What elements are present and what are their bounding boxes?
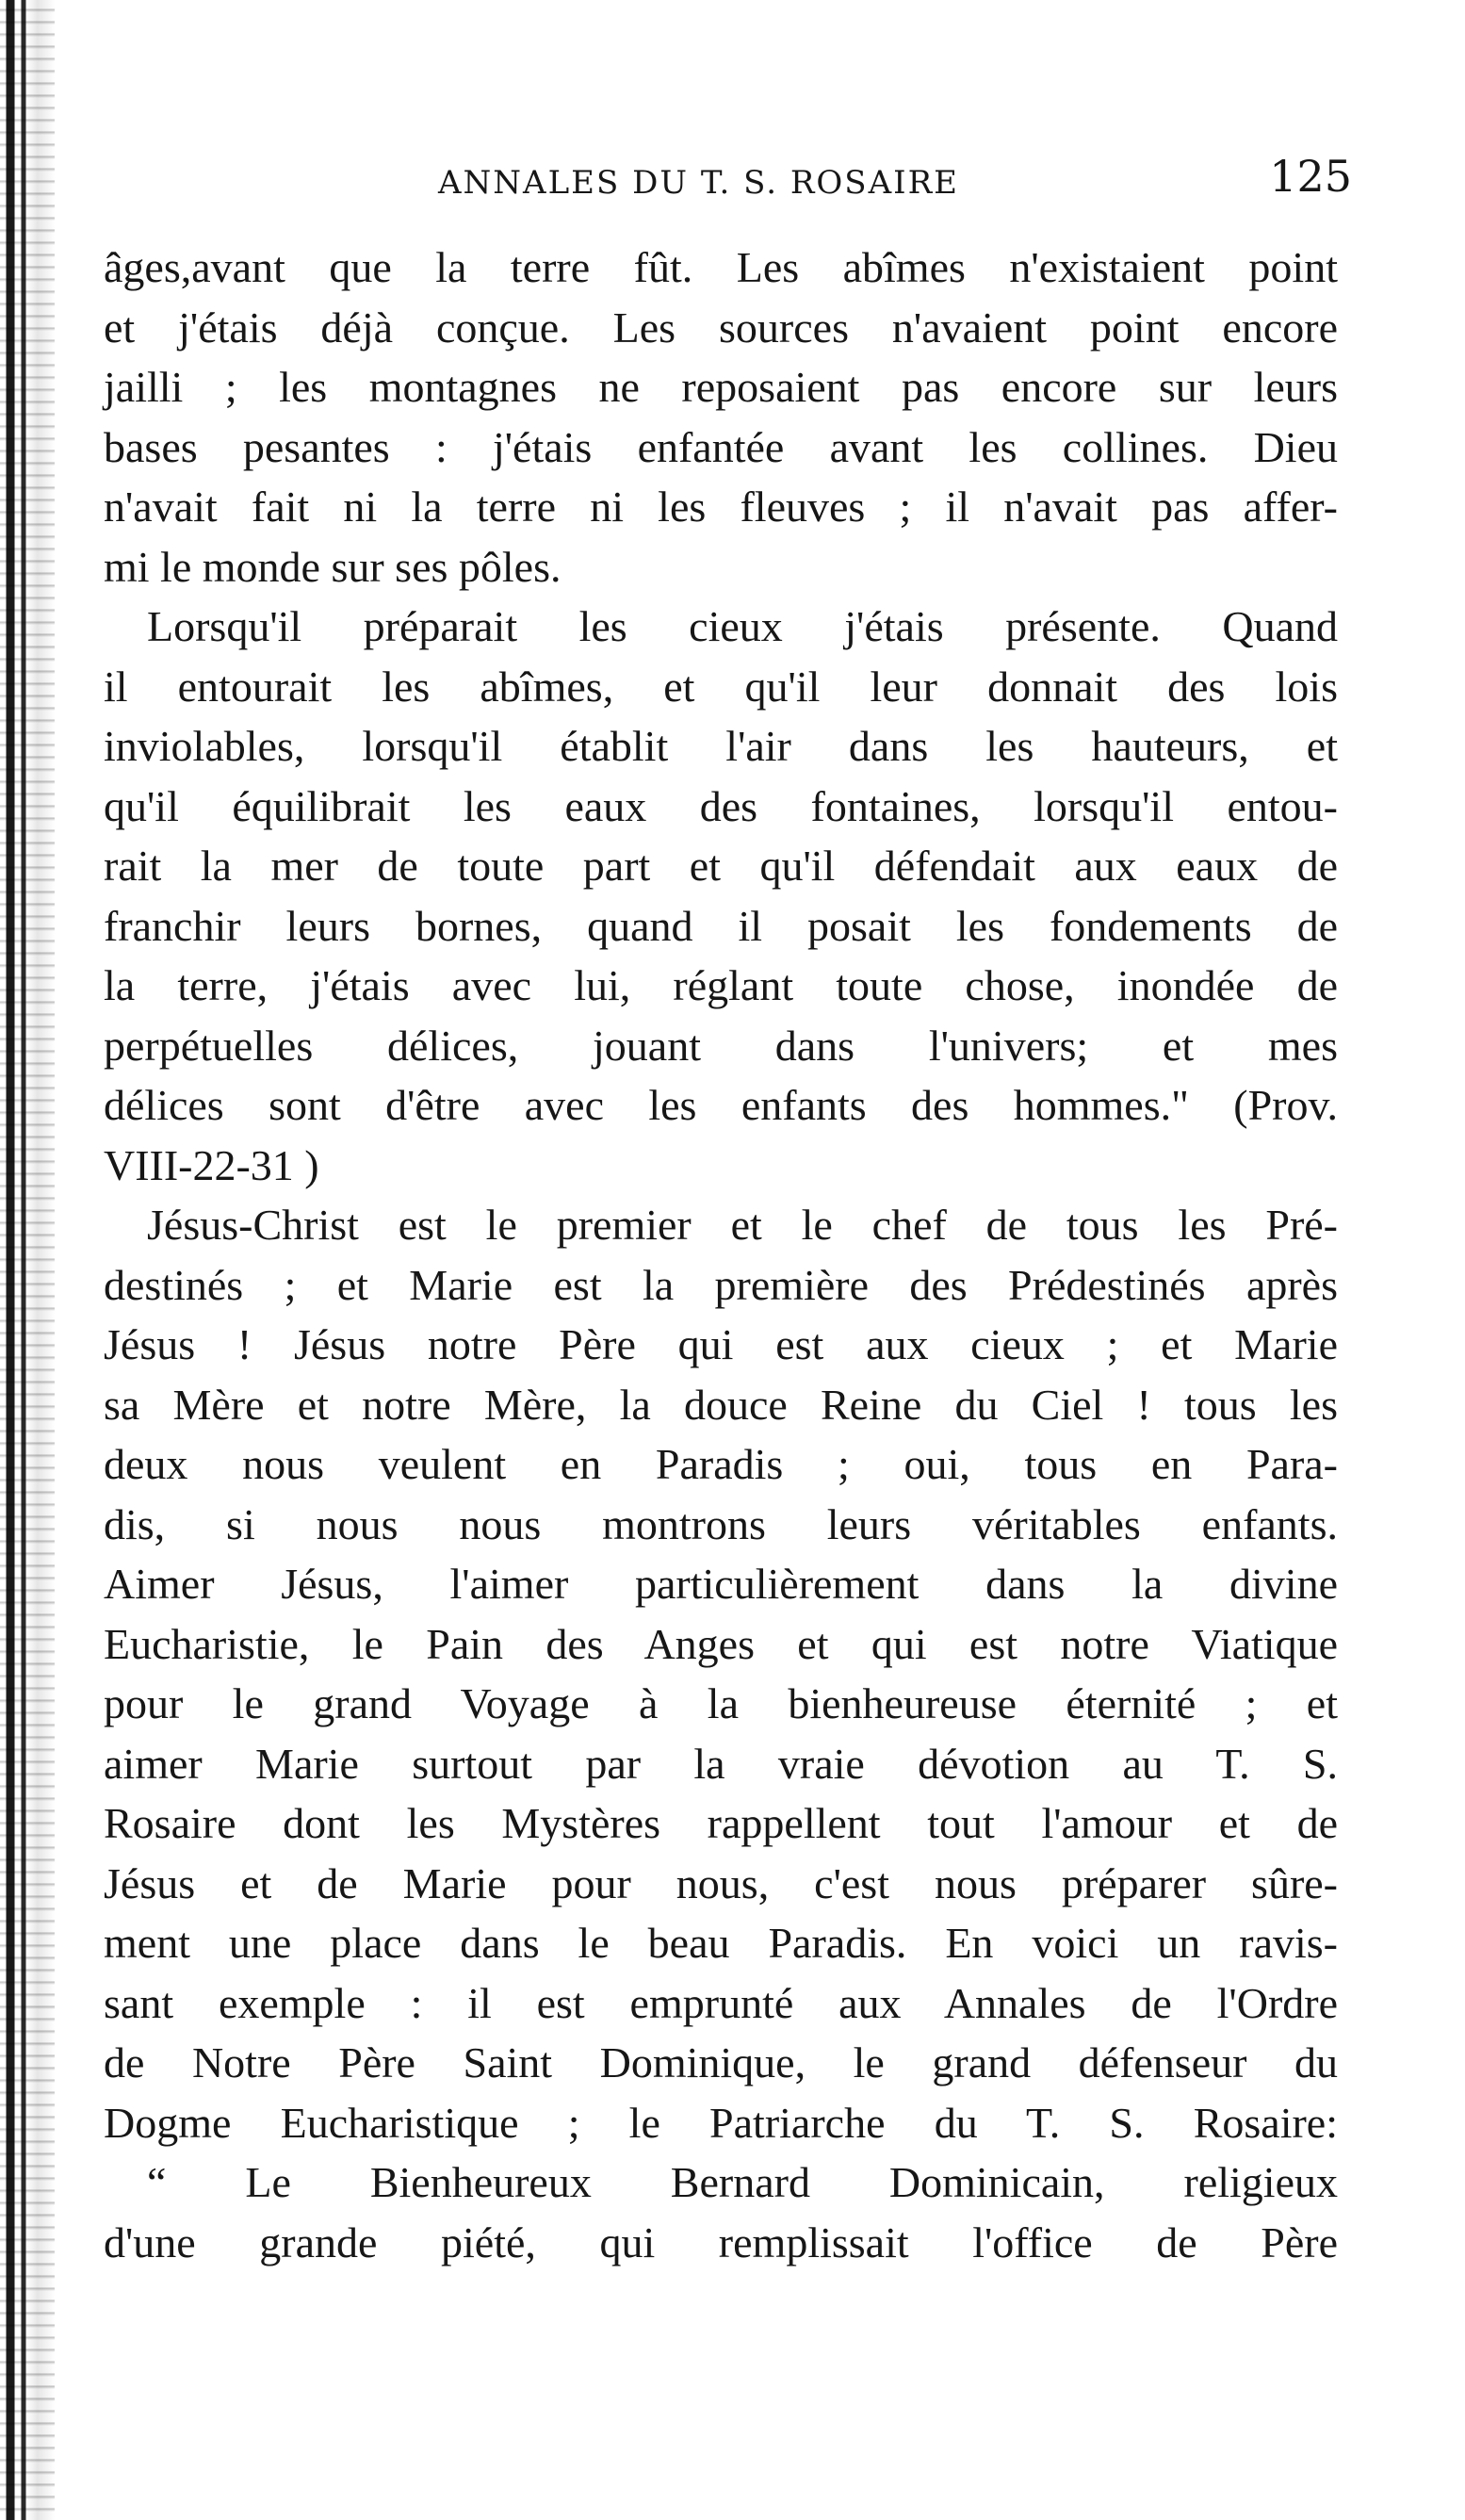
text-line: Eucharistie, le Pain des Anges et qui est notre Viatique — [104, 1619, 1338, 1668]
text-line: délices sont d'être avec les enfants des hommes." (Prov. — [104, 1081, 1338, 1129]
text-line: bases pesantes : j'étais enfantée avant les collines. Dieu — [104, 422, 1338, 471]
text-line: la terre, j'étais avec lui, réglant toute chose, inondée de — [104, 961, 1338, 1009]
text-line: Dogme Eucharistique ; le Patriarche du T. S. Rosaire: — [104, 2098, 1338, 2147]
text-line: il entourait les abîmes, et qu'il leur donnait des lois — [104, 662, 1338, 711]
text-line: sa Mère et notre Mère, la douce Reine du Ciel ! tous les — [104, 1380, 1338, 1429]
text-line: d'une grande piété, qui remplissait l'office de Père — [104, 2217, 1338, 2266]
text-line: “ Le Bienheureux Bernard Dominicain, religieux — [147, 2158, 1338, 2206]
text-line: pour le grand Voyage à la bienheureuse éternité ; et — [104, 1679, 1338, 1727]
text-line: ment une place dans le beau Paradis. En voici un ravis- — [104, 1919, 1338, 1967]
text-line: inviolables, lorsqu'il établit l'air dans les hauteurs, et — [104, 722, 1338, 770]
text-line: mi le monde sur ses pôles. — [104, 542, 562, 591]
text-line: et j'étais déjà conçue. Les sources n'avaient point encore — [104, 303, 1338, 352]
text-line: sant exemple : il est emprunté aux Annales de l'Ordre — [104, 1978, 1338, 2027]
text-line: rait la mer de toute part et qu'il défendait aux eaux de — [104, 842, 1338, 890]
running-title: ANNALES DU T. S. ROSAIRE — [438, 164, 959, 202]
text-line: dis, si nous nous montrons leurs véritables enfants. — [104, 1499, 1338, 1548]
text-line: perpétuelles délices, jouant dans l'univers; et mes — [104, 1021, 1338, 1070]
text-line: n'avait fait ni la terre ni les fleuves ; il n'avait pas affer- — [104, 483, 1338, 531]
page-body-text — [104, 237, 1338, 2272]
text-line: VIII-22-31 ) — [104, 1140, 319, 1189]
text-line: destinés ; et Marie est la première des Prédestinés après — [104, 1260, 1338, 1309]
book-page — [104, 141, 1352, 2272]
text-line: jailli ; les montagnes ne reposaient pas encore sur leurs — [104, 363, 1338, 411]
text-line: aimer Marie surtout par la vraie dévotion au T. S. — [104, 1739, 1338, 1788]
text-line: Aimer Jésus, l'aimer particulièrement dans la divine — [104, 1560, 1338, 1608]
page-header — [104, 141, 1352, 217]
text-line: Jésus ! Jésus notre Père qui est aux cieux ; et Marie — [104, 1320, 1338, 1368]
text-line: Lorsqu'il préparait les cieux j'étais présente. Quand — [147, 602, 1338, 650]
text-line: Jésus-Christ est le premier et le chef de tous les Pré- — [147, 1201, 1338, 1249]
text-line: âges,avant que la terre fût. Les abîmes n'existaient point — [104, 243, 1338, 291]
text-line: franchir leurs bornes, quand il posait les fondements de — [104, 901, 1338, 950]
page-number: 125 — [1269, 151, 1352, 202]
text-line: Rosaire dont les Mystères rappellent tout l'amour et de — [104, 1799, 1338, 1847]
text-line: Jésus et de Marie pour nous, c'est nous préparer sûre- — [104, 1858, 1338, 1907]
book-binding-edge — [0, 0, 55, 2520]
text-line: de Notre Père Saint Dominique, le grand défenseur du — [104, 2038, 1338, 2086]
text-line: deux nous veulent en Paradis ; oui, tous en Para- — [104, 1440, 1338, 1488]
text-line: qu'il équilibrait les eaux des fontaines, lorsqu'il entou- — [104, 781, 1338, 830]
